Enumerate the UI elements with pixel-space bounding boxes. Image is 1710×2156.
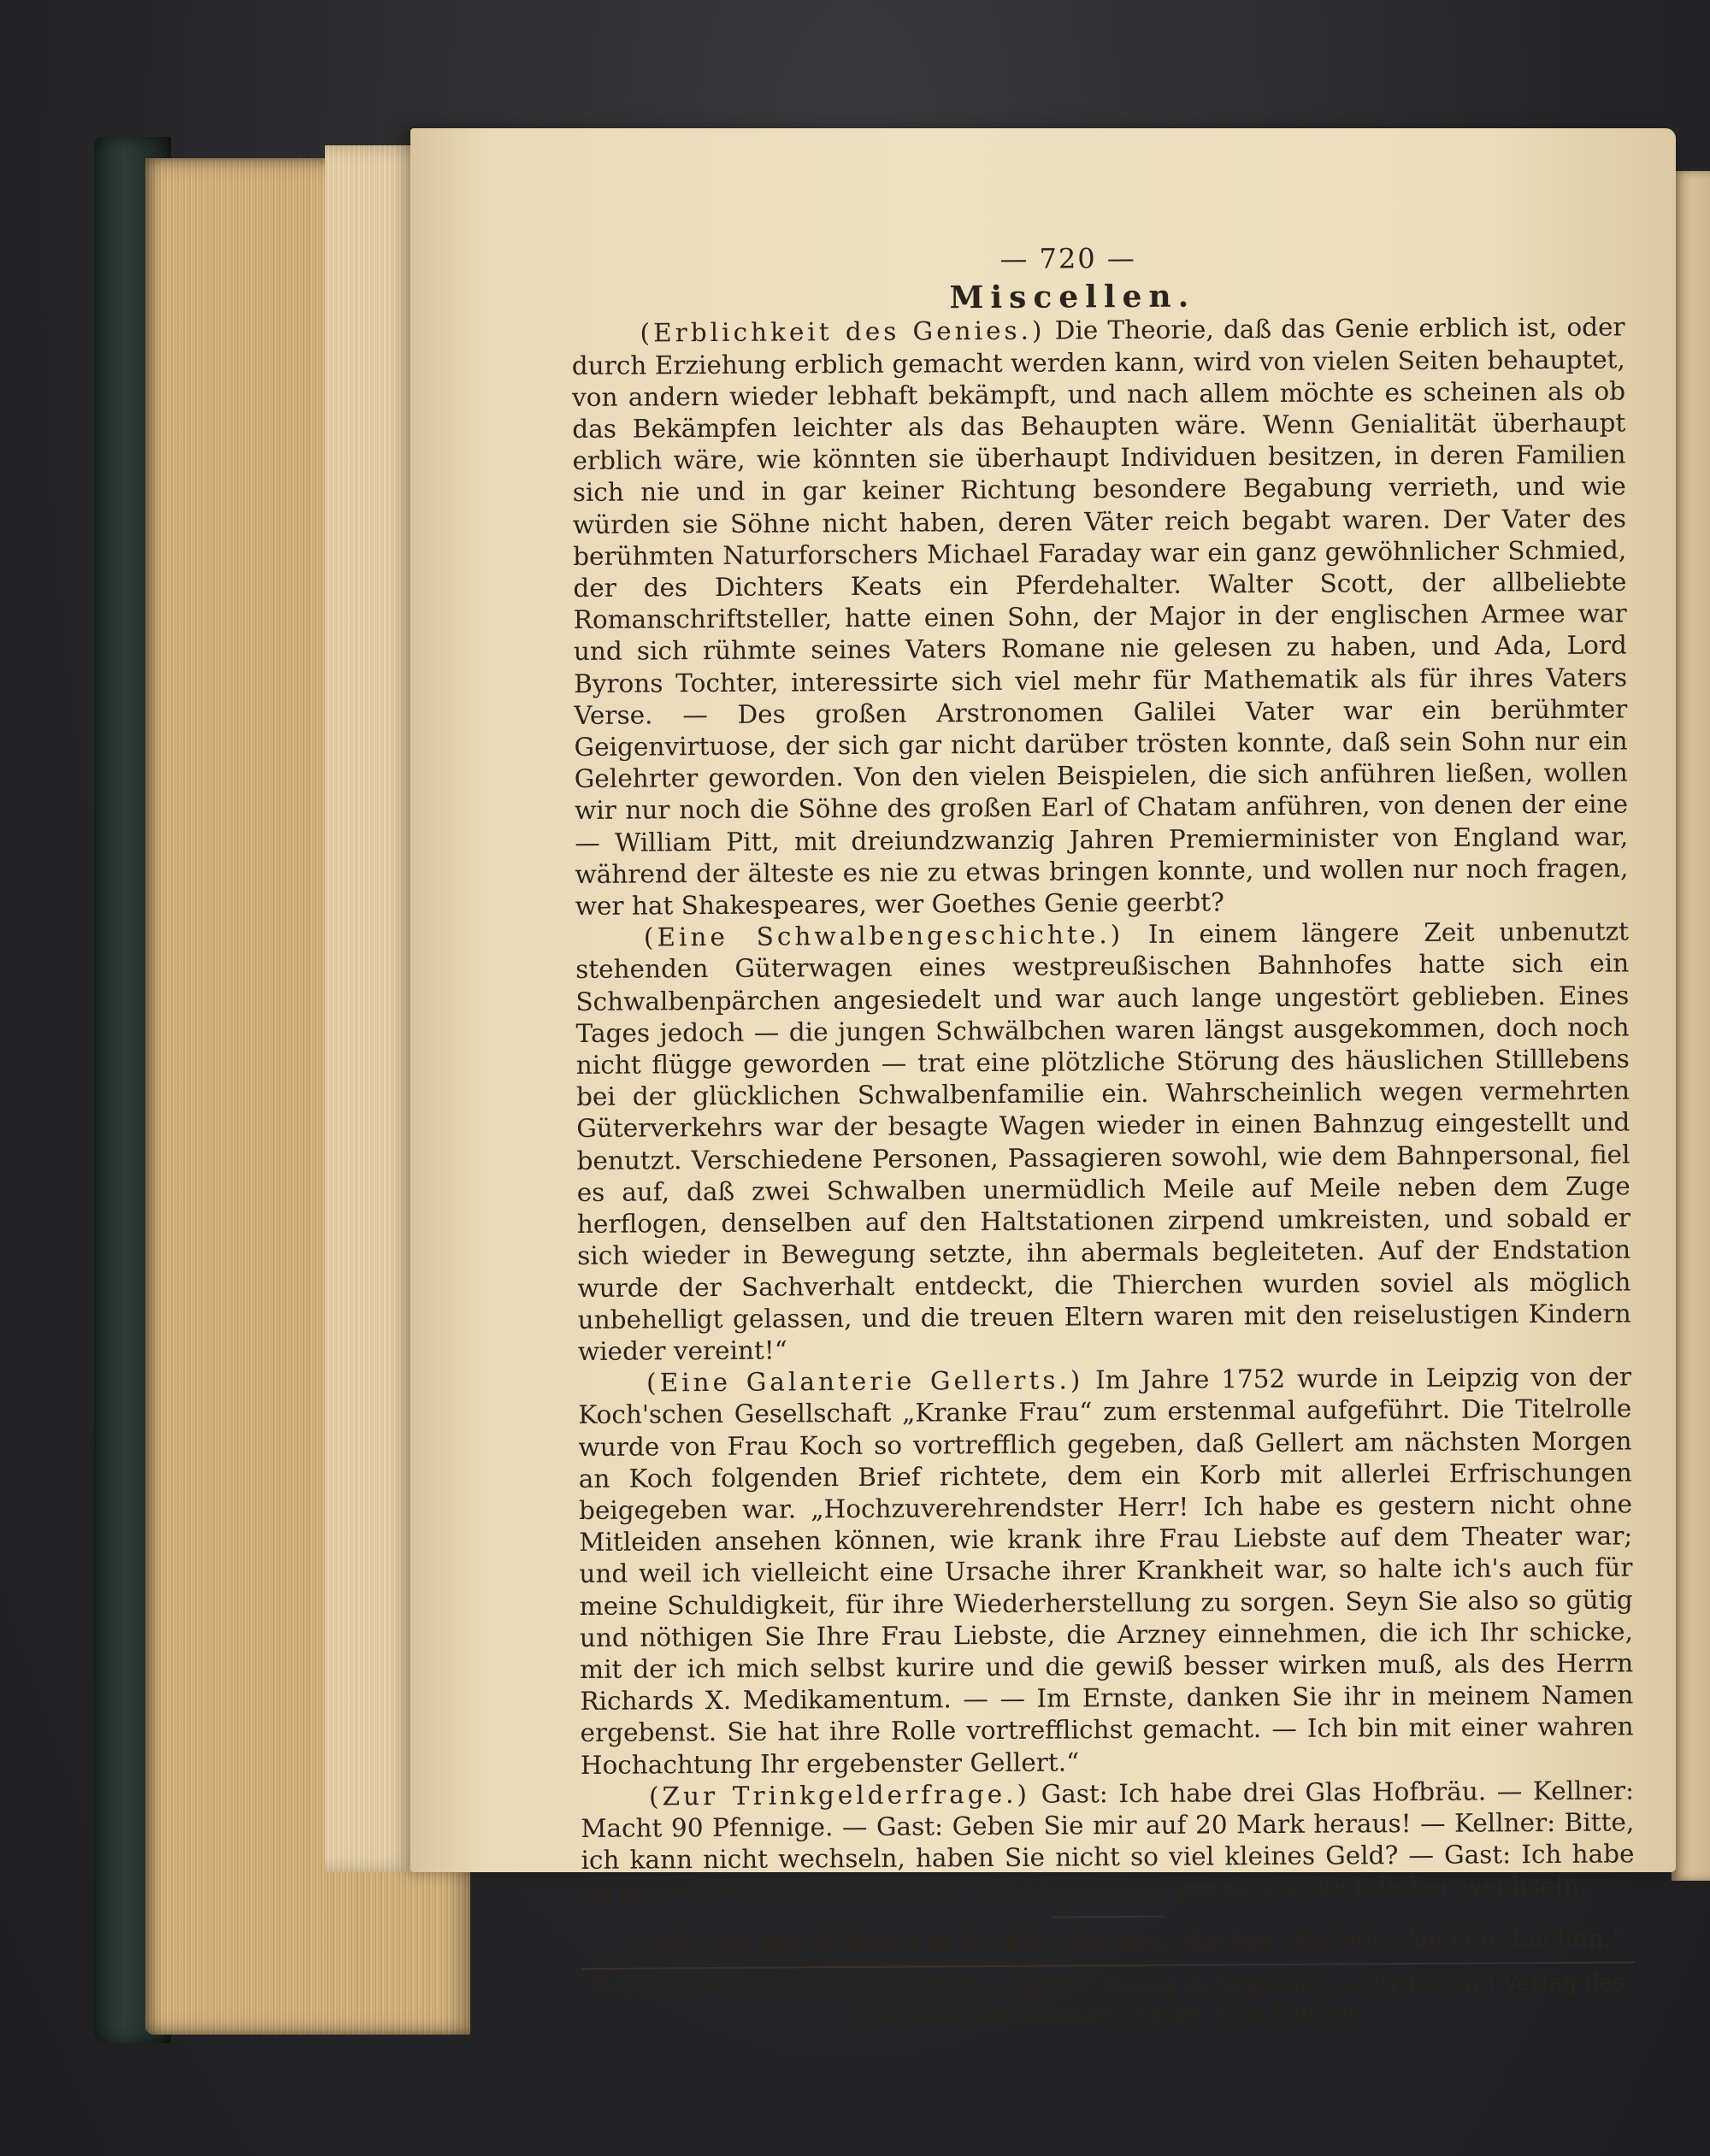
paragraph-trinkgeld [581, 1775, 1635, 1908]
riddle-solution: Auflösung des Räthsels in Nr. 89: „Wachen. Nachen. Rachen. Aachen. Lachen.“ [626, 1923, 1624, 1959]
short-divider [1053, 1915, 1164, 1917]
paragraph-body: In einem längere Zeit unbenutzt stehenden Güterwagen eines westpreußischen Bahnhofes hatte sich ein Schwalbenpärchen angesiedelt und war auch lange ungestört geblieben. Eines Tages jedoch — die jungen Schwälbchen waren längst ausgekommen, doch noch nicht flügge geworden — trat eine plötzliche Störung des häuslichen Stilllebens bei der glücklichen Schwalbenfamilie ein. Wahrscheinlich wegen vermehrten Güterverkehrs war der besagte Wagen wieder in einen Bahnzug eingestellt und benutzt. Verschiedene Personen, Passagieren sowohl, wie dem Bahnpersonal, fiel es auf, daß zwei Schwalben unermüdlich Meile auf Meile neben dem Zuge herflogen, denselben auf den Haltstationen zirpend umkreisten, und sobald er sich wieder in Bewegung setzte, ihn abermals begleiteten. Auf der Endstation wurde der Sachverhalt entdeckt, die Thierchen wurden soviel als möglich unbehelligt gelassen, und die treuen Eltern waren mit den reiselustigen Kindern wieder vereint!“ [575, 916, 1631, 1366]
paragraph-body: Im Jahre 1752 wurde in Leipzig von der Koch'schen Gesellschaft „Kranke Frau“ zum erstenmal aufgeführt. Die Titelrolle wurde von Frau Koch so vortrefflich gegeben, daß Gellert am nächsten Morgen an Koch folgenden Brief richtete, dem ein Korb mit allerlei Erfrischungen beigegeben war. „Hochzuverehrendster Herr! Ich habe es gestern nicht ohne Mitleiden ansehen können, wie krank ihre Frau Liebste auf dem Theater war; und weil ich vielleicht eine Ursache ihrer Krankheit war, so halte ich's auch für meine Schuldigkeit, für ihre Wiederherstellung zu sorgen. Seyn Sie also so gütig und nöthigen Sie Ihre Frau Liebste, die Arzney einnehmen, die ich Ihr schicke, mit der ich mich selbst kurire und die gewiß besser wirken muß, als des Herrn Richards X. Medikamentum. — — Im Ernste, danken Sie ihr in meinem Namen ergebenst. Sie hat ihre Rolle vortrefflichst gemacht. — Ich bin mit einer wahren Hochachtung Ihr ergebenster Gellert.“ [578, 1362, 1634, 1780]
page-number: — 720 — [999, 241, 1136, 275]
imprint-line-1: Für die Redaktion verantwortlich: Alphons Planer in Augsburg. — Druck und Verlag des [592, 1969, 1625, 2002]
section-title: Miscellen. [949, 278, 1196, 316]
paragraph-heading: (Erblichkeit des Genies.) [640, 316, 1046, 348]
imprint [581, 1968, 1635, 2033]
paragraph-body: Die Theorie, daß das Genie erblich ist, oder durch Erziehung erblich gemacht werden kann, wird von vielen Seiten behauptet, von andern wieder lebhaft bekämpft, und nach allem möchte es scheinen als ob das Bekämpfen leichter als das Behaupten wäre. Wenn Genialität überhaupt erblich wäre, wie könnten sie überhaupt Individuen besitzen, in deren Familien sich nie und in gar keiner Richtung besondere Begabung verrieth, und wie würden sie Söhne nicht haben, deren Väter reich begabt waren. Der Vater des berühmten Naturforschers Michael Faraday war ein ganz gewöhnlicher Schmied, der des Dichters Keats ein Pferdehalter. Walter Scott, der allbeliebte Romanschriftsteller, hatte einen Sohn, der Major in der englischen Armee war und sich rühmte seines Vaters Romane nie gelesen zu haben, und Ada, Lord Byrons Tochter, interessirte sich viel mehr für Mathematik als für ihres Vaters Verse. — Des großen Arstronomen Galilei Vater war ein berühmter Geigenvirtuose, der sich gar nicht darüber trösten konnte, daß sein Sohn nur ein Gelehrter geworden. Von den vielen Beispielen, die sich anführen ließen, wollen wir nur noch die Söhne des großen Earl of Chatam anführen, von denen der eine — William Pitt, mit dreiundzwanzig Jahren Premierminister von England war, während der älteste es nie zu etwas bringen konnte, und wollen nur noch fragen, wer hat Shakespeares, wer Goethes Genie geerbt? [571, 312, 1629, 922]
imprint-line-2: Literarischen Instituts von Dr. Max Huttler. [854, 2000, 1364, 2029]
facing-page-sliver [1672, 171, 1710, 1881]
paragraph-heading: (Eine Schwalbengeschichte.) [643, 920, 1124, 952]
paragraph-schwalben [575, 916, 1631, 1368]
paragraph-body: Gast: Ich habe drei Glas Hofbräu. — Kellner: Macht 90 Pfennige. — Gast: Geben Sie mir auf 20 Mark heraus! — Kellner: Bitte, ich kann nicht wechseln, haben Sie nicht so viel kleines Geld? — Gast: Ich habe da gerade noch 90 Pfennige. — Kellner: Dann werde ich doch lieber wechseln. [581, 1776, 1635, 1907]
paragraph-erblichkeit [572, 312, 1629, 922]
page-text [571, 239, 1636, 2032]
footer-divider [581, 1961, 1635, 1970]
paragraph-heading: (Zur Trinkgelderfrage.) [648, 1779, 1031, 1811]
paragraph-gellert [578, 1362, 1634, 1782]
paragraph-heading: (Eine Galanterie Gellerts.) [646, 1365, 1084, 1398]
